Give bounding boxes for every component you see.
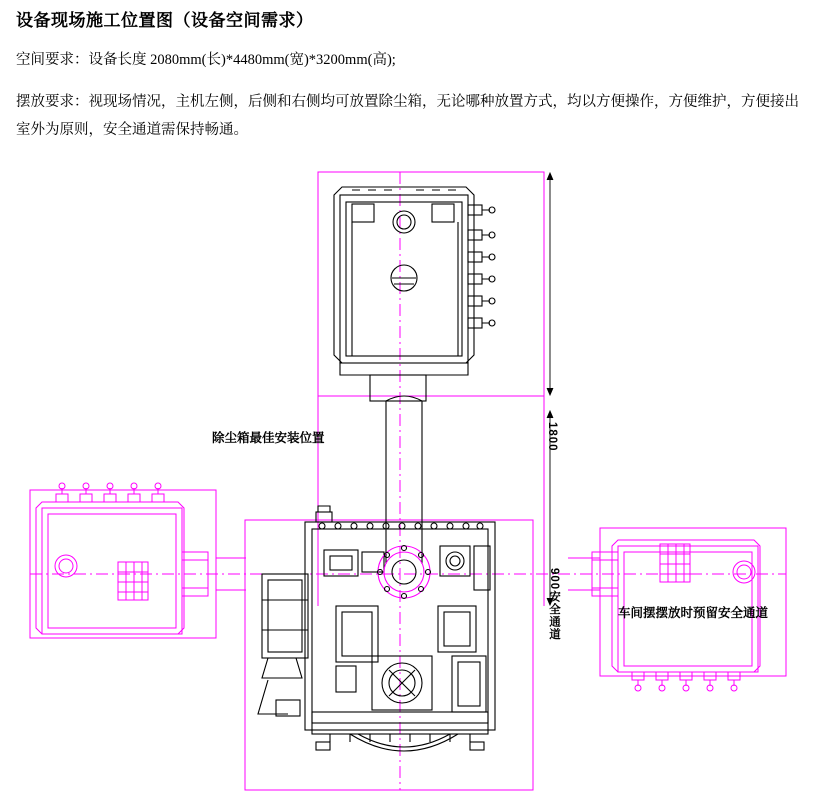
aisle-note-label: 车间摆摆放时预留安全通道: [618, 606, 769, 620]
placement-requirement-text: 摆放要求：视现场情况，主机左侧，后侧和右侧均可放置除尘箱，无论哪种放置方式，均以方便操作，方便维护，方便接出室外为原则，安全通道需保持畅通。: [16, 94, 799, 138]
dust-box-top: [334, 187, 495, 401]
zone-dust-box-left: [30, 490, 216, 638]
layout-drawing: [0, 160, 814, 792]
dust-box-position-label: 除尘箱最佳安装位置: [212, 431, 325, 445]
dimension-lines: [547, 173, 553, 605]
equipment-layout-diagram: [0, 160, 814, 792]
dimension-900-label: 900安全通道: [548, 568, 560, 641]
space-requirement-text: 空间要求：设备长度 2080mm(长)*4480mm(宽)*3200mm(高);: [16, 52, 396, 68]
dust-box-left: [36, 483, 208, 634]
dimension-1800-label: 1800: [546, 422, 558, 452]
main-machine: [258, 506, 495, 751]
page-title: 设备现场施工位置图（设备空间需求）: [16, 11, 314, 30]
duct-pipe: [386, 396, 422, 564]
clearance-zones: [30, 172, 786, 790]
